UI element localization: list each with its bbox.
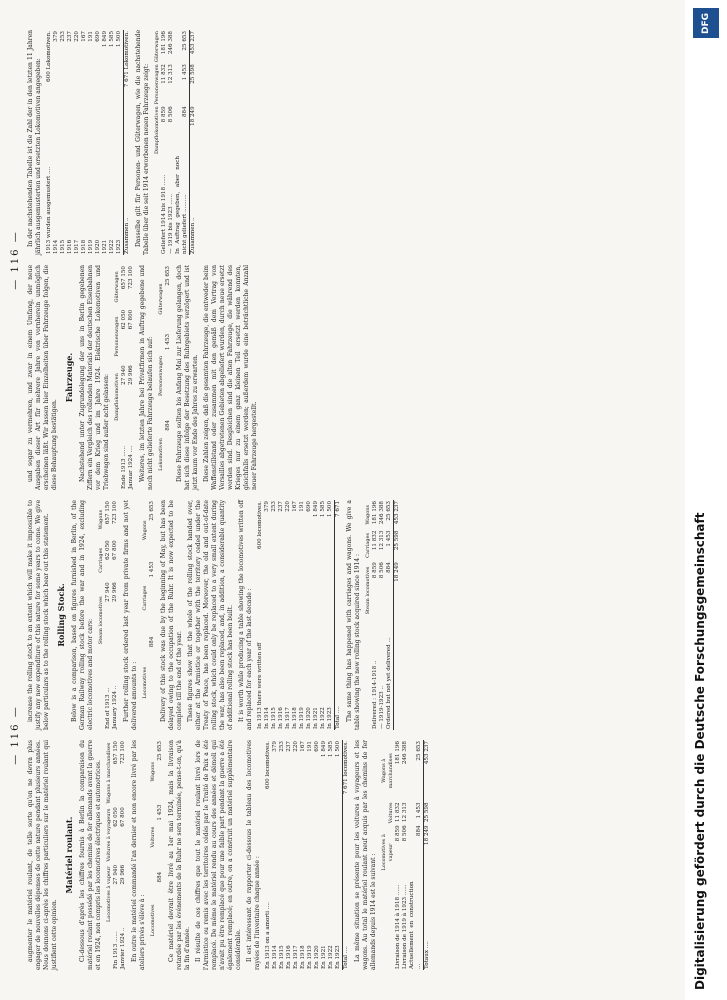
table-row: End of 1913 ... 27 940 62 050 657 150: [105, 501, 111, 729]
locomotive-writeoff-table: [265, 740, 350, 970]
paragraph: Weiteres, im letzten Jahre bei Privatfirmen in Auftrag gegebene und noch nicht gelieferte Fahrzeuge belaufen sich auf:: [139, 265, 154, 490]
paragraph: Dasselbe gilt für Personen- und Güterwagen, wie die nachstehende Tabelle über die seit 1914 erworbenen neuen Fahrzeuge zeigt:: [135, 30, 150, 255]
table-row: Fin 1913 ...... 27 940 62 050 657 150: [113, 741, 119, 969]
paragraph: Nachstehend unter Zugrundelegung der uns in Berlin gegebenen Ziffern ein Vergleich des rollenden Materials der deutschen Eisenbahnen vor dem Krieg und im Jahre 1924. Elektrische Lokomotiven und Triebwagen sind außer acht gelassen:: [79, 265, 110, 490]
paragraph: It is worth while producing a table showing the locomotives written off and replaced for each year of the last decade :: [238, 500, 253, 730]
table-row: 884 1 453 25 653: [157, 741, 163, 883]
intro-paragraph: augmenter le matériel roulant, de telle sorte qu'on ne devra plus engager de nouvelles dépenses de cette nature pendant plusieurs années. Nous donnons ci-après les chiffres particuliers sur le matériel roulant qui justifient cette opinion.: [27, 740, 58, 970]
paragraph: Diese Zahlen zeigen, daß die gesamten Fahrzeuge, die entweder beim Waffenstillstand oder zusammen mit den gemäß dem Vertrag von Versailles abgetretenen Gebieten abgeliefert wurden, durch neue ersetzt worden sind. Desgleichen sind die alten Fahrzeuge, die während des Krieges nur zu einem ganz kleinen Teil ersetzt werden konnten, gleichfalls ersetzt worden; außerdem wurde eine beträchtliche Anzahl neuer Fahrzeuge hergestellt.: [203, 265, 258, 490]
paragraph: Il résulte de ces chiffres que tout le matériel roulant livré lors de l'Armistice ou remis avec les territoires cédés par le Traité de Paix a été remplacé. De même le matériel rendu au cours des années et démoli qui n'avait pu être remplacé que pour une faible part pendant la guerre a été également remplacé; en outre, on a construit un matériel supplémentaire considérable.: [195, 740, 242, 970]
page-fr-en: [8, 500, 719, 970]
french-column: [27, 740, 435, 970]
intro-paragraph: und sogar zu vermehren, und zwar in einem Umfang, der neue Ausgaben dieser Art für mehrere Jahre von vornherein unmöglich erscheinen läßt. Wir lassen hier Einzelheiten über Fahrzeuge folgen, die diese Behauptung bestätigen.: [27, 265, 58, 490]
paragraph: Ci-dessous d'après les chiffres fournis à Berlin la comparaison du matériel roulant possédé par les chemins de fer allemands avant la guerre et en 1924, non compris les locomotives électriques et automotrices.: [79, 740, 102, 970]
ordered-stock-table: Locomotives Carriages Wagons 884 1 453 25 653: [142, 500, 156, 730]
table-total-row: Zusammen .. 7 671 Lokomotiven.: [124, 31, 130, 254]
paragraph: In der nachstehenden Tabelle ist die Zahl der in den letzten 11 Jahren jährlich ausgemusterten und ersetzten Lokomotiven angegeben:: [27, 30, 42, 255]
table-row: Ende 1913 ...... 27 940 62 050 657 150: [121, 266, 127, 489]
table-row: En 1913 on a amorti .... 600 locomotives.: [265, 741, 271, 969]
table-total-row: Totaux .... 18 249 25 598 453 237: [424, 741, 430, 969]
table-row: In 1917 220: [285, 501, 291, 729]
table-row: In 1916 237: [278, 501, 284, 729]
paragraph: These figures show that the whole of the rolling stock handed over, either at the Armistice or together with the territory ceded under the Treaty of Peace, has been replaced. Moreover, the old and out-of-date rolling stock, which could only be replaced to a very small extent during the war, has also been replaced, and, in addition, a considerable quantity of additional rolling stock has been built.: [187, 500, 234, 730]
table-row: Januar 1924 .... 29 966 67 800 723 100: [128, 266, 134, 489]
table-row: 1916 237: [67, 31, 73, 254]
table-row: En 1918 167: [300, 741, 306, 969]
page-number: — 116 —: [10, 230, 21, 290]
locomotive-writeoff-table: [257, 500, 342, 730]
table-row: 884 1 453 25 653: [149, 501, 155, 648]
section-heading: Matériel roulant.: [64, 816, 74, 894]
section-heading: Rolling Stock.: [56, 583, 66, 647]
table-row: En 1914 379: [272, 741, 278, 969]
table-row: Livraison de 1919 à 1923 ...... 8 506 12 313 246 388: [402, 741, 408, 969]
table-row: In 1921 1 849: [313, 501, 319, 729]
table-row: 1923 1 500: [116, 31, 122, 254]
table-row: 1917 220: [74, 31, 80, 254]
table-row: Actuellement en construction ... 884 1 453 25 653: [409, 741, 422, 969]
page-number: — 116 —: [10, 705, 21, 765]
stock-comparison-table: Steam locomotives Carriages Wagons End of 1913 ... 27 940 62 050 657 150 January 1924 .. 29 966 67 800 723 100: [98, 501, 118, 729]
table-row: En 1920 690: [314, 741, 320, 969]
table-total-row: Zusammen .. 18 249 25 598 453 237: [190, 31, 196, 254]
table-row: Geliefert 1914 bis 1918 ...... 8 859 11 832 181 196: [161, 31, 167, 254]
table-row: En 1922 1 585: [328, 741, 334, 969]
table-total-row: Total .... 7 671: [335, 501, 341, 729]
table-row: January 1924 .. 29 966 67 800 723 100: [112, 501, 118, 729]
section-heading: Fahrzeuge.: [64, 352, 74, 403]
table-row: 1919 191: [88, 31, 94, 254]
table-row: In 1918 167: [292, 501, 298, 729]
paragraph: Delivery of this stock was due by the beginning of May, but has been delayed owing to the occupation of the Ruhr. It is now expected to be complete till the end of the year.: [160, 500, 183, 730]
stock-comparison-table: Locomotives à vapeur Voitures à voyageurs Wagons à marchandises Fin 1913 ...... 27 940 62 050 657 150 Janvier 1924 .. 29 966 67 800 723 100: [106, 741, 126, 969]
table-row: — 1919 bis 1923 ...... 8 506 12 313 246 388: [168, 31, 174, 254]
stock-comparison-table: Dampflokomotiven Personenwagen Güterwagen Ende 1913 ...... 27 940 62 050 657 150 Januar 1924 .... 29 966 67 800 723 100: [114, 266, 134, 489]
paragraph: Ce matériel devrait être livré au 1er mai 1924, mais la livraison retardée par les événements de la Ruhr ne sera terminée, pense-t-on, qu'à la fin d'année.: [168, 740, 191, 970]
new-stock-table: Locomotives à vapeur Voitures Wagons à marchandises Livraison de 1914 à 1918 ...... 8 859 11 832 181 196 Livraison de 1919 à 1923 ...... 8 506 12 313 246 388 Actuellement en construction ... 884 1 453 25 653 Totaux .... 18 249 25 598 453 237: [381, 741, 430, 969]
locomotive-writeoff-table: [46, 30, 131, 255]
table-row: Janvier 1924 .. 29 966 67 800 723 100: [120, 741, 126, 969]
table-row: Delivered : 1914-1918 .. 8 859 11 832 181 196: [372, 501, 378, 729]
table-row: 1921 1 849: [102, 31, 108, 254]
german-column: [27, 265, 262, 490]
table-row: En 1917 220: [293, 741, 299, 969]
new-stock-table: Steam locomotives Carriages Wagons Delivered : 1914-1918 .. 8 859 11 832 181 196 — 1919-1923 .. 8 506 12 313 246 388 Ordered but not yet delivered ... 884 1 453 25 653 18 249 25 598 453 237: [365, 501, 400, 729]
table-row: — 1919-1923 .. 8 506 12 313 246 388: [379, 501, 385, 729]
paragraph: Diese Fahrzeuge sollten bis Anfang Mai zur Lieferung gelangen, doch hat sich diese infolge der Besetzung des Ruhrgebiets verzögert und ist jetzt kaum vor Ende des Jahres zu erwarten.: [176, 265, 199, 490]
table-row: En 1919 191: [307, 741, 313, 969]
table-row: In 1920 690: [306, 501, 312, 729]
table-row: En 1921 1 849: [321, 741, 327, 969]
table-row: In 1923 1 500: [327, 501, 333, 729]
paragraph: Il est intéressant de rapporter ci-dessous le tableau des locomotives rayées de l'inventaire chaque année :: [246, 740, 261, 970]
table-row: In 1914 379: [264, 501, 270, 729]
english-column: [27, 500, 435, 730]
table-row: In 1913 there were written off 600 locomotives.: [257, 501, 263, 729]
table-row: In 1922 1 585: [320, 501, 326, 729]
table-total-row: Total .... 7 671 locomotives.: [343, 741, 349, 969]
table-total-row: 18 249 25 598 453 237: [394, 500, 402, 730]
table-row: In Auftrag gegeben, aber noch nicht geliefert .......... 884 1 453 25 653: [175, 31, 188, 254]
table-row: En 1916 237: [286, 741, 292, 969]
digitization-credit: Digitalisierung gefördert durch die Deutsche Forschungsgemeinschaft: [693, 512, 707, 990]
table-row: 1915 253: [60, 31, 66, 254]
paragraph: Further rolling stock ordered last year from private firms and not yet delivered amounts to :: [123, 500, 138, 730]
table-row: Ordered but not yet delivered ... 884 1 453 25 653: [386, 501, 392, 729]
table-row: 1922 1 585: [109, 31, 115, 254]
table-row: 1920 690: [95, 31, 101, 254]
ordered-stock-table: Lokomotiven Personenwagen Güterwagen 884 1 453 25 653: [158, 265, 172, 490]
table-row: 1914 379: [53, 31, 59, 254]
digitization-sidebar: [685, 0, 727, 1000]
new-stock-table: Dampflokomotiven Personenwagen Güterwagen Geliefert 1914 bis 1918 ...... 8 859 11 832 181 196 — 1919 bis 1923 ...... 8 506 12 313 246 388 In Auftrag gegeben, aber noch nicht geliefert .......... 884 1 453 25 653 Zusammen .. 18 249 25 598 453 237: [154, 31, 196, 254]
table-row: En 1923 1 500: [335, 741, 341, 969]
german-column-continued: [27, 30, 262, 255]
paragraph: En outre le matériel commandé l'an dernier et non encore livré par les ateliers privés s'élève à :: [131, 740, 146, 970]
paragraph: Below is a comparison, based on figures furnished in Berlin, of the German Railway rolling stock before the war and in 1924, excluding electric locomotives and motor cars:: [71, 500, 94, 730]
ordered-stock-table: Locomotives Voitures Wagons 884 1 453 25 653: [150, 740, 164, 970]
paragraph: La même situation se présente pour les voitures à voyageurs et les wagons. Au total le matériel roulant neuf acquis par les chemins de fer allemands depuis 1914 est le suivant :: [354, 740, 377, 970]
table-row: 884 1 453 25 653: [165, 266, 171, 431]
table-row: 1918 167: [81, 31, 87, 254]
dfg-logo: DFG: [693, 8, 719, 38]
intro-paragraph: increase the rolling stock to an extent which will make it impossible to justify any new expenditure of this nature for some years to come. We give below particulars as to the rolling stock which bear out this statement.: [27, 500, 50, 730]
table-row: En 1915 253: [279, 741, 285, 969]
paragraph: The same thing has happened with carriages and wagons. We give a table showing the new rolling stock acquired since 1914 :: [346, 500, 361, 730]
table-row: In 1919 191: [299, 501, 305, 729]
page-de: [8, 30, 719, 490]
table-row: In 1915 253: [271, 501, 277, 729]
table-row: Livraison de 1914 à 1918 ...... 8 859 11 832 181 196: [395, 741, 401, 969]
table-row: 1913 wurden ausgemustert .... 600 Lokomotiven.: [46, 31, 52, 254]
